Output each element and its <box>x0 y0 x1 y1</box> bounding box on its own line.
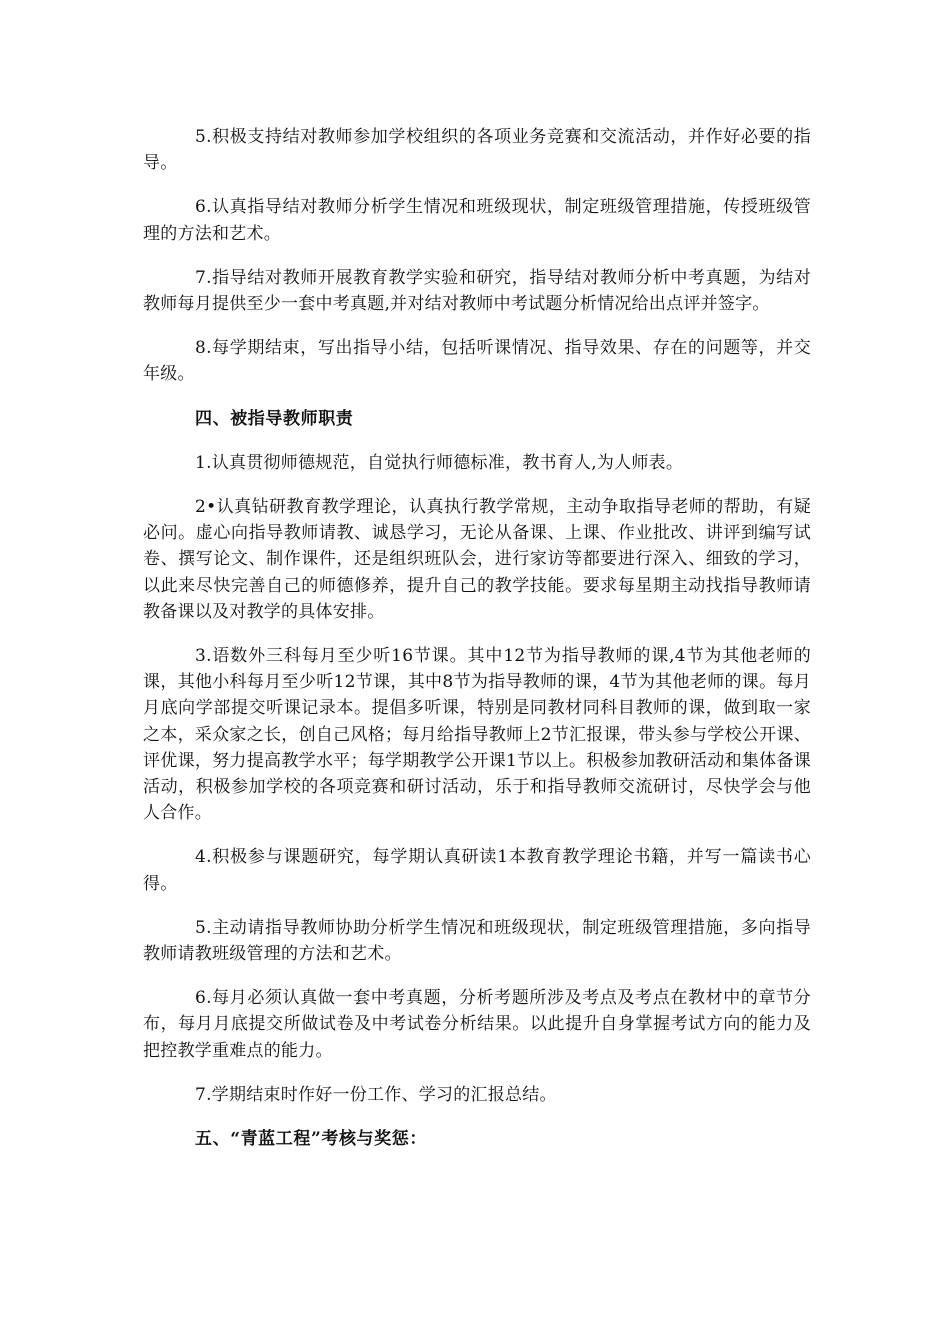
mentee-duty-item-5: 5.主动请指导教师协助分析学生情况和班级现状，制定班级管理措施，多向指导教师请教班级管理的方法和艺术。 <box>143 917 811 965</box>
duty-item-6: 6.认真指导结对教师分析学生情况和班级现状，制定班级管理措施，传授班级管理的方法和艺术。 <box>143 197 811 244</box>
document-body <box>143 124 811 1170</box>
mentee-duty-item-6: 6.每月必须认真做一套中考真题，分析考题所涉及考点及考点在教材中的章节分布，每月月底提交所做试卷及中考试卷分析结果。以此提升自身掌握考试方向的能力及把控教学重难点的能力。 <box>143 988 811 1061</box>
mentee-duty-item-4: 4.积极参与课题研究，每学期认真研读1本教育教学理论书籍，并写一篇读书心得。 <box>143 847 811 894</box>
mentee-duty-item-7: 7.学期结束时作好一份工作、学习的汇报总结。 <box>195 1084 557 1105</box>
mentee-duty-item-3: 3.语数外三科每月至少听16节课。其中12节为指导教师的课,4节为其他老师的课，其他小科每月至少听12节课，其中8节为指导教师的课，4节为其他老师的课。每月月底向学部提交听课记录本。提倡多听课，特别是同教材同科目教师的课，做到取一家之本，采众家之长，创自己风格；每月给指导教师上2节汇报课，带头参与学校公开课、评优课，努力提高教学水平；每学期教学公开课1节以上。积极参加教研活动和集体备课活动，积极参加学校的各项竞赛和研讨活动，乐于和指导教师交流研讨，尽快学会与他人合作。 <box>143 646 811 824</box>
duty-item-5: 5.积极支持结对教师参加学校组织的各项业务竞赛和交流活动，并作好必要的指导。 <box>143 127 811 174</box>
duty-item-7: 7.指导结对教师开展教育教学实验和研究，指导结对教师分析中考真题，为结对教师每月提供至少一套中考真题,并对结对教师中考试题分析情况给出点评并签字。 <box>143 267 811 315</box>
mentee-duty-item-1: 1.认真贯彻师德规范，自觉执行师德标准，教书育人,为人师表。 <box>195 452 684 473</box>
duty-item-8: 8.每学期结束，写出指导小结，包括听课情况、指导效果、存在的问题等，并交年级。 <box>143 338 811 385</box>
mentee-duty-item-2: 2•认真钻研教育教学理论，认真执行教学常规，主动争取指导老师的帮助，有疑必问。虚心向指导教师请教、诚恳学习，无论从备课、上课、作业批改、讲评到编写试卷、撰写论文、制作课件，还是组织班队会，进行家访等都要进行深入、细致的学习，以此来尽快完善自己的师德修养，提升自己的教学技能。要求每星期主动找指导教师请教备课以及对教学的具体安排。 <box>143 497 811 622</box>
section-heading-4: 四、被指导教师职责 <box>195 408 354 429</box>
section-heading-5: 五、“青蓝工程”考核与奖惩： <box>195 1129 427 1150</box>
